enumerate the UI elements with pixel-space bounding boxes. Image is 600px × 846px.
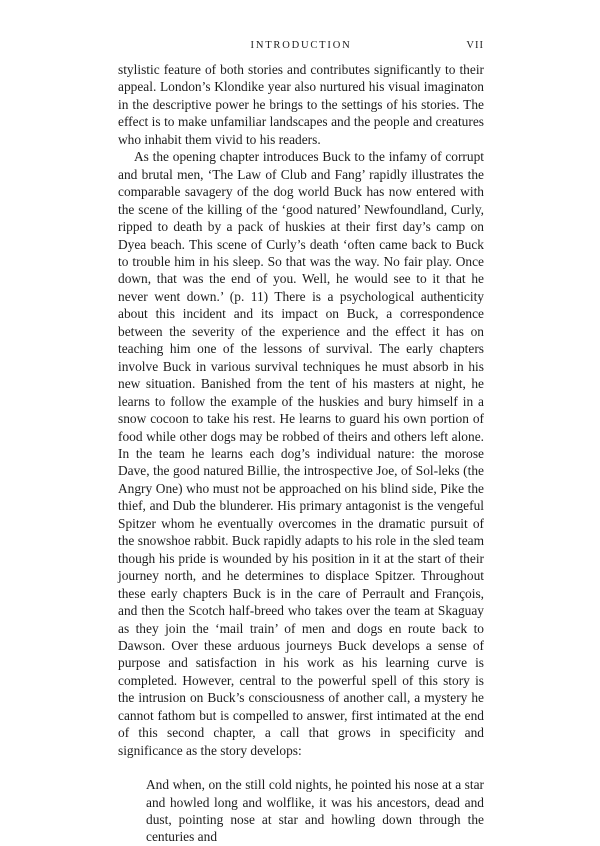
block-quotation: And when, on the still cold nights, he pointed his nose at a star and howled long and wolflike, it was his ancestors, dead and dust, pointing nose at star and howling down through the centuries and	[146, 777, 484, 845]
running-head	[118, 40, 484, 56]
page-number: VII	[466, 40, 484, 51]
paragraph-opening-chapter: As the opening chapter introduces Buck to the infamy of corrupt and brutal men, ‘The Law of Club and Fang’ rapidly illustrates the comparable savagery of the dog world Buck has now entered with the scene of the killing of the ‘good natured’ Newfoundland, Curly, ripped to death by a pack of huskies at their first day’s camp on Dyea beach. This scene of Curly’s death ‘often came back to Buck to trouble him in his sleep. So that was the way. No fair play. Once down, that was the end of you. Well, he would see to it that he never went down.’ (p. 11) There is a psychological authenticity about this incident and its impact on Buck, a correspondence between the severity of the experience and the effect it has on teaching him one of the lessons of survival. The early chapters involve Buck in various survival techniques he must absorb in his new situation. Banished from the tent of his masters at night, he learns to follow the example of the huskies and bury himself in a snow cocoon to take his rest. He learns to guard his own portion of food while other dogs may be robbed of theirs and others left alone. In the team he learns each dog’s individual nature: the morose Dave, the good natured Billie, the introspective Joe, of Sol-leks (the Angry One) who must not be approached on his blind side, Pike the thief, and Dub the blunderer. His primary antagonist is the vengeful Spitzer whom he eventually overcomes in the dramatic pursuit of the snowshoe rabbit. Buck rapidly adapts to his role in the sled team though his pride is wounded by his position in it at the start of their journey north, and he determines to displace Spitzer. Throughout these early chapters Buck is in the care of Perrault and François, and then the Scotch half-breed who takes over the team at Skaguay as they join the ‘mail train’ of men and dogs en route back to Dawson. Over these arduous journeys Buck develops a sense of purpose and satisfaction in his work as his learning curve is completed. However, central to the powerful spell of this story is the intrusion on Buck’s consciousness of another call, a mystery he cannot fathom but is compelled to answer, first intimated at the end of this second chapter, a call that grows in specificity and significance as the story develops:	[118, 149, 484, 758]
running-title: INTRODUCTION	[250, 40, 352, 51]
body-text	[118, 61, 484, 846]
paragraph-continued: stylistic feature of both stories and contributes significantly to their appeal. London’s Klondike year also nurtured his visual imaginaton in the descriptive power he brings to the settings of his stories. The effect is to make unfamiliar landscapes and the people and creatures who inhabit them vivid to his readers.	[118, 62, 484, 147]
